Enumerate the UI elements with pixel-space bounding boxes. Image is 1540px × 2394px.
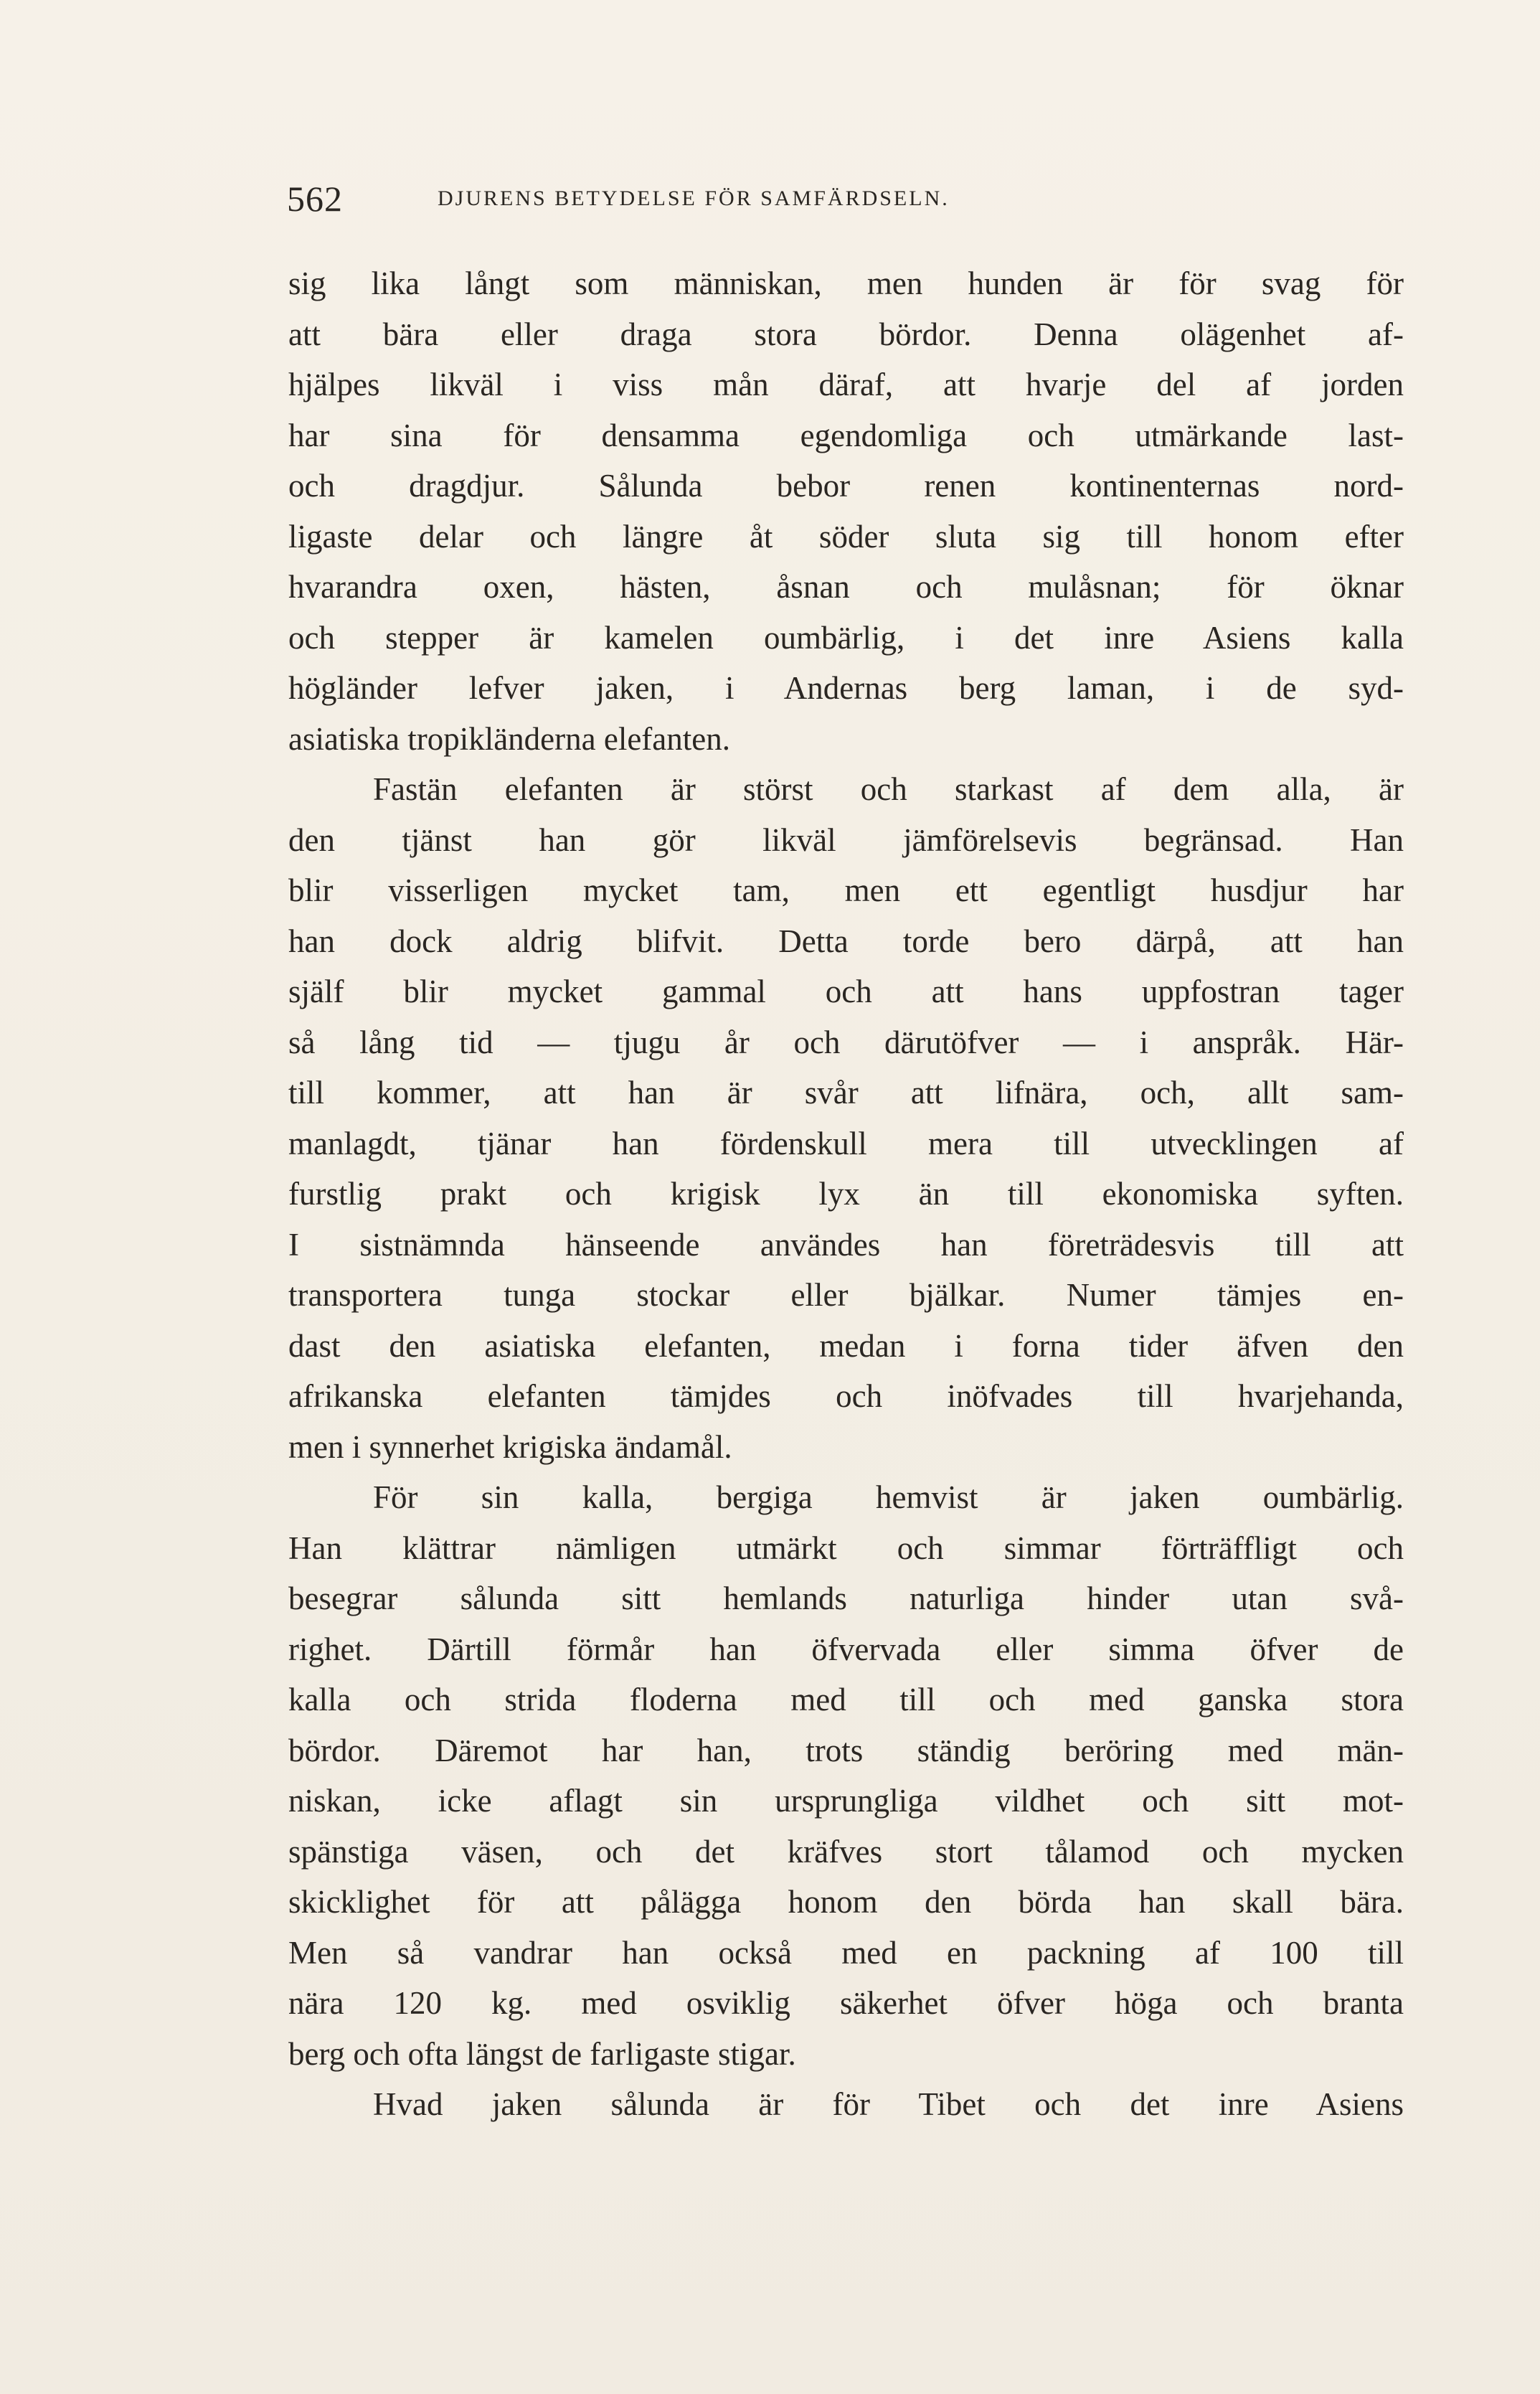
text-line: han dock aldrig blifvit. Detta torde bero därpå, att han [288,923,1404,959]
text-line: dast den asiatiska elefanten, medan i forna tider äfven den [288,1327,1404,1364]
text-line: till kommer, att han är svår att lifnära, och, allt sam- [288,1075,1404,1111]
text-line: I sistnämnda hänseende användes han företrädesvis till att [288,1226,1404,1263]
text-line: spänstiga väsen, och det kräfves stort tålamod och mycken [288,1833,1404,1870]
text-line: hjälpes likväl i viss mån däraf, att hvarje del af jorden [288,367,1404,402]
text-line: men i synnerhet krigiska ändamål. [288,1428,732,1465]
text-line: besegrar sålunda sitt hemlands naturliga hinder utan svå- [288,1580,1404,1616]
text-line: hvarandra oxen, hästen, åsnan och mulåsnan; för öknar [288,569,1404,605]
text-line: kalla och strida floderna med till och med ganska stora [288,1682,1404,1717]
running-head: DJURENS BETYDELSE FÖR SAMFÄRDSELN. [438,187,950,210]
body-text [288,258,1404,2130]
text-line: bördor. Däremot har han, trots ständig beröring med män- [288,1732,1404,1768]
paragraph-start-line: Fastän elefanten är störst och starkast af dem alla, är [373,771,1404,807]
text-line: transportera tunga stockar eller bjälkar. Numer tämjes en- [288,1277,1404,1313]
text-line: afrikanska elefanten tämjdes och inöfvades till hvarjehanda, [288,1378,1404,1414]
text-line: asiatiska tropikländerna elefanten. [288,720,730,757]
text-line: och stepper är kamelen oumbärlig, i det inre Asiens kalla [288,619,1404,656]
text-line: har sina för densamma egendomliga och utmärkande last- [288,417,1404,453]
text-line: sig lika långt som människan, men hunden är för svag för [288,265,1404,301]
text-line: ligaste delar och längre åt söder sluta sig till honom efter [288,518,1404,555]
text-line: Han klättrar nämligen utmärkt och simmar förträffligt och [288,1530,1404,1566]
text-line: berg och ofta längst de farligaste stigar. [288,2035,796,2072]
text-line: furstlig prakt och krigisk lyx än till ekonomiska syften. [288,1176,1404,1212]
text-line: Men så vandrar han också med en packning af 100 till [288,1934,1404,1971]
text-line: högländer lefver jaken, i Andernas berg laman, i de syd- [288,670,1404,706]
text-line: och dragdjur. Sålunda bebor renen kontinenternas nord- [288,468,1404,504]
text-line: nära 120 kg. med osviklig säkerhet öfver höga och branta [288,1985,1404,2021]
page-number: 562 [287,179,343,219]
text-line: niskan, icke aflagt sin ursprungliga vildhet och sitt mot- [288,1783,1404,1819]
page-header [287,178,1406,221]
paragraph-start-line: För sin kalla, bergiga hemvist är jaken oumbärlig. [373,1479,1404,1515]
paragraph-start-line: Hvad jaken sålunda är för Tibet och det inre Asiens [373,2086,1404,2122]
text-line: så lång tid — tjugu år och därutöfver — i anspråk. Här- [288,1024,1404,1060]
text-line: skicklighet för att pålägga honom den börda han skall bära. [288,1884,1404,1920]
text-line: att bära eller draga stora bördor. Denna olägenhet af- [288,316,1404,352]
text-line: manlagdt, tjänar han fördenskull mera till utvecklingen af [288,1125,1404,1161]
text-line: righet. Därtill förmår han öfvervada eller simma öfver de [288,1631,1404,1667]
text-line: själf blir mycket gammal och att hans uppfostran tager [288,974,1404,1009]
text-line: blir visserligen mycket tam, men ett egentligt husdjur har [288,872,1404,908]
text-line: den tjänst han gör likväl jämförelsevis begränsad. Han [288,821,1404,858]
